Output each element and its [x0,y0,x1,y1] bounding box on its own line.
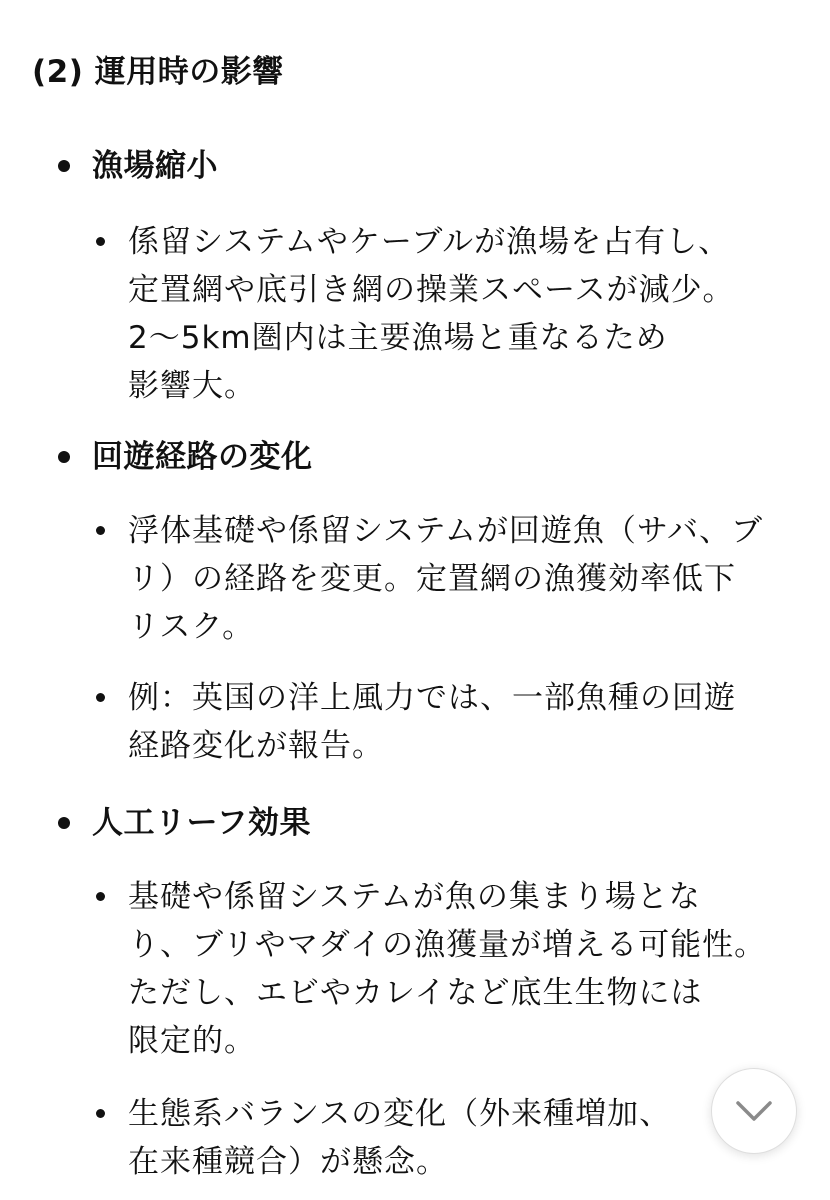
detail-bullet [96,892,105,901]
detail-line: 浮体基礎や係留システムが回遊魚（サバ、ブ [128,513,764,549]
detail-item [128,507,778,651]
topic-title: 漁場縮小 [92,148,218,184]
detail-bullet [96,1109,105,1118]
detail-line: 影響大。 [128,368,256,404]
detail-line: 在来種競合）が懸念。 [128,1144,448,1180]
topic-title: 人工リーフ効果 [92,805,311,841]
topic-title: 回遊経路の変化 [92,439,313,475]
detail-bullet [96,237,105,246]
detail-line: 定置網や底引き網の操業スペースが減少。 [128,272,735,308]
detail-line: 限定的。 [128,1023,256,1059]
detail-item [128,674,778,770]
detail-bullet [96,693,105,702]
detail-item [128,218,778,410]
detail-line: ただし、エビやカレイなど底生生物には [128,975,703,1011]
detail-bullet [96,526,105,535]
scroll-down-button[interactable] [711,1068,797,1154]
detail-item [128,873,778,1065]
detail-line: 基礎や係留システムが魚の集まり場とな [128,879,701,915]
detail-line: 2〜5km圏内は主要漁場と重なるため [128,320,668,356]
detail-line: 係留システムやケーブルが漁場を占有し、 [128,224,731,260]
detail-line: 生態系バランスの変化（外来種増加、 [128,1096,672,1132]
chevron-down-icon [734,1099,774,1123]
topic-bullet [58,160,70,172]
detail-line: 経路変化が報告。 [128,728,384,764]
detail-line: リスク。 [128,609,255,645]
topic-bullet [58,451,70,463]
detail-item [128,1090,778,1186]
detail-line: リ）の経路を変更。定置網の漁獲効率低下 [128,561,736,597]
topic-bullet [58,817,70,829]
detail-line: 例：英国の洋上風力では、一部魚種の回遊 [128,680,736,716]
detail-line: り、ブリやマダイの漁獲量が増える可能性。 [128,927,767,963]
section-heading: (2) 運用時の影響 [32,54,284,90]
